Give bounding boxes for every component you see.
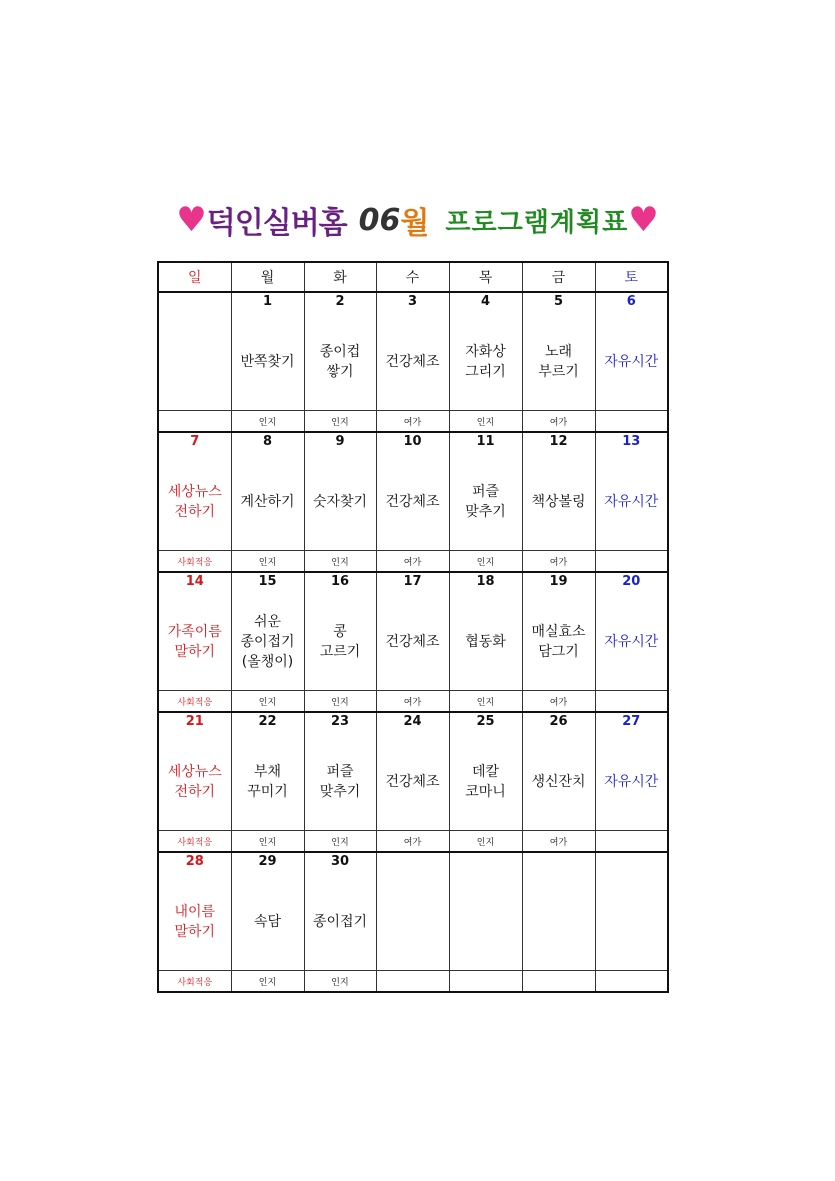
date-cell: 14 [158, 572, 231, 594]
date-cell [449, 852, 522, 874]
date-cell: 22 [231, 712, 304, 734]
activity-cell: 세상뉴스 전하기 [158, 454, 231, 551]
activity-cell: 속담 [231, 874, 304, 971]
activity-cell: 건강체조 [376, 454, 449, 551]
week-5-activities-row [158, 874, 668, 971]
category-cell [595, 411, 668, 433]
weekday-sun: 일 [158, 262, 231, 292]
activity-cell: 종이컵 쌓기 [304, 314, 376, 411]
category-cell: 인지 [304, 411, 376, 433]
date-cell: 17 [376, 572, 449, 594]
date-cell: 15 [231, 572, 304, 594]
category-cell: 인지 [304, 831, 376, 853]
activity-cell: 건강체조 [376, 594, 449, 691]
calendar-body [158, 292, 668, 992]
month-word: 월 [400, 206, 430, 241]
activity-cell: 쉬운 종이접기 (올챙이) [231, 594, 304, 691]
activity-cell: 매실효소 담그기 [522, 594, 595, 691]
category-cell: 사회적응 [158, 831, 231, 853]
activity-cell: 자화상 그리기 [449, 314, 522, 411]
date-cell: 29 [231, 852, 304, 874]
date-cell: 10 [376, 432, 449, 454]
date-cell: 19 [522, 572, 595, 594]
activity-cell: 생신잔치 [522, 734, 595, 831]
activity-cell [595, 874, 668, 971]
activity-cell: 퍼즐 맞추기 [449, 454, 522, 551]
activity-cell: 종이접기 [304, 874, 376, 971]
date-cell: 7 [158, 432, 231, 454]
week-1-dates-row [158, 292, 668, 314]
date-cell: 8 [231, 432, 304, 454]
category-cell: 여가 [376, 831, 449, 853]
date-cell: 25 [449, 712, 522, 734]
category-cell: 인지 [449, 551, 522, 573]
weekday-wed: 수 [376, 262, 449, 292]
activity-cell: 숫자찾기 [304, 454, 376, 551]
category-cell: 사회적응 [158, 691, 231, 713]
date-cell: 30 [304, 852, 376, 874]
month-number: 06 [358, 202, 401, 238]
activity-cell: 데칼 코마니 [449, 734, 522, 831]
weekday-fri: 금 [522, 262, 595, 292]
category-cell: 여가 [376, 411, 449, 433]
weekday-sat: 토 [595, 262, 668, 292]
activity-cell: 건강체조 [376, 734, 449, 831]
category-cell [595, 691, 668, 713]
category-cell [595, 831, 668, 853]
date-cell [595, 852, 668, 874]
category-cell [376, 971, 449, 993]
date-cell: 4 [449, 292, 522, 314]
week-2-categories-row [158, 551, 668, 573]
activity-cell: 자유시간 [595, 314, 668, 411]
activity-cell: 자유시간 [595, 594, 668, 691]
week-2-dates-row [158, 432, 668, 454]
date-cell: 26 [522, 712, 595, 734]
date-cell: 13 [595, 432, 668, 454]
category-cell: 여가 [376, 691, 449, 713]
activity-cell: 가족이름 말하기 [158, 594, 231, 691]
date-cell: 16 [304, 572, 376, 594]
activity-cell: 부채 꾸미기 [231, 734, 304, 831]
date-cell: 6 [595, 292, 668, 314]
category-cell [158, 411, 231, 433]
date-cell: 9 [304, 432, 376, 454]
week-4-activities-row [158, 734, 668, 831]
category-cell: 인지 [231, 691, 304, 713]
category-cell: 인지 [449, 691, 522, 713]
category-cell [595, 971, 668, 993]
plan-title: 프로그램계획표 [445, 207, 629, 238]
date-cell: 11 [449, 432, 522, 454]
week-4-dates-row [158, 712, 668, 734]
activity-cell [522, 874, 595, 971]
date-cell [158, 292, 231, 314]
activity-cell: 협동화 [449, 594, 522, 691]
heart-icon: ♥ [628, 200, 659, 240]
category-cell: 여가 [376, 551, 449, 573]
activity-cell: 콩 고르기 [304, 594, 376, 691]
weekday-header [158, 262, 668, 292]
activity-cell: 내이름 말하기 [158, 874, 231, 971]
page-title [0, 192, 835, 248]
date-cell: 28 [158, 852, 231, 874]
date-cell: 23 [304, 712, 376, 734]
category-cell: 여가 [522, 831, 595, 853]
week-1-activities-row [158, 314, 668, 411]
date-cell: 21 [158, 712, 231, 734]
activity-cell: 세상뉴스 전하기 [158, 734, 231, 831]
week-4-categories-row [158, 831, 668, 853]
activity-cell: 퍼즐 맞추기 [304, 734, 376, 831]
program-calendar [157, 261, 669, 993]
activity-cell [158, 314, 231, 411]
heart-icon: ♥ [176, 200, 207, 240]
week-1-categories-row [158, 411, 668, 433]
category-cell: 여가 [522, 551, 595, 573]
category-cell: 인지 [449, 831, 522, 853]
category-cell [595, 551, 668, 573]
category-cell: 여가 [522, 691, 595, 713]
date-cell: 12 [522, 432, 595, 454]
week-5-categories-row [158, 971, 668, 993]
activity-cell [449, 874, 522, 971]
facility-name: 덕인실버홈 [206, 206, 347, 241]
category-cell: 인지 [304, 551, 376, 573]
week-2-activities-row [158, 454, 668, 551]
activity-cell: 노래 부르기 [522, 314, 595, 411]
date-cell: 20 [595, 572, 668, 594]
week-3-categories-row [158, 691, 668, 713]
date-cell: 5 [522, 292, 595, 314]
week-5-dates-row [158, 852, 668, 874]
weekday-mon: 월 [231, 262, 304, 292]
weekday-thu: 목 [449, 262, 522, 292]
weekday-tue: 화 [304, 262, 376, 292]
category-cell: 인지 [304, 691, 376, 713]
category-cell: 인지 [231, 971, 304, 993]
activity-cell [376, 874, 449, 971]
category-cell [522, 971, 595, 993]
category-cell: 인지 [231, 551, 304, 573]
category-cell: 사회적응 [158, 551, 231, 573]
category-cell [449, 971, 522, 993]
date-cell [376, 852, 449, 874]
activity-cell: 건강체조 [376, 314, 449, 411]
activity-cell: 반쪽찾기 [231, 314, 304, 411]
date-cell: 24 [376, 712, 449, 734]
category-cell: 인지 [304, 971, 376, 993]
date-cell [522, 852, 595, 874]
category-cell: 인지 [449, 411, 522, 433]
category-cell: 여가 [522, 411, 595, 433]
activity-cell: 자유시간 [595, 734, 668, 831]
week-3-dates-row [158, 572, 668, 594]
category-cell: 인지 [231, 411, 304, 433]
date-cell: 2 [304, 292, 376, 314]
date-cell: 18 [449, 572, 522, 594]
date-cell: 3 [376, 292, 449, 314]
activity-cell: 계산하기 [231, 454, 304, 551]
date-cell: 27 [595, 712, 668, 734]
activity-cell: 책상볼링 [522, 454, 595, 551]
category-cell: 인지 [231, 831, 304, 853]
category-cell: 사회적응 [158, 971, 231, 993]
week-3-activities-row [158, 594, 668, 691]
date-cell: 1 [231, 292, 304, 314]
activity-cell: 자유시간 [595, 454, 668, 551]
